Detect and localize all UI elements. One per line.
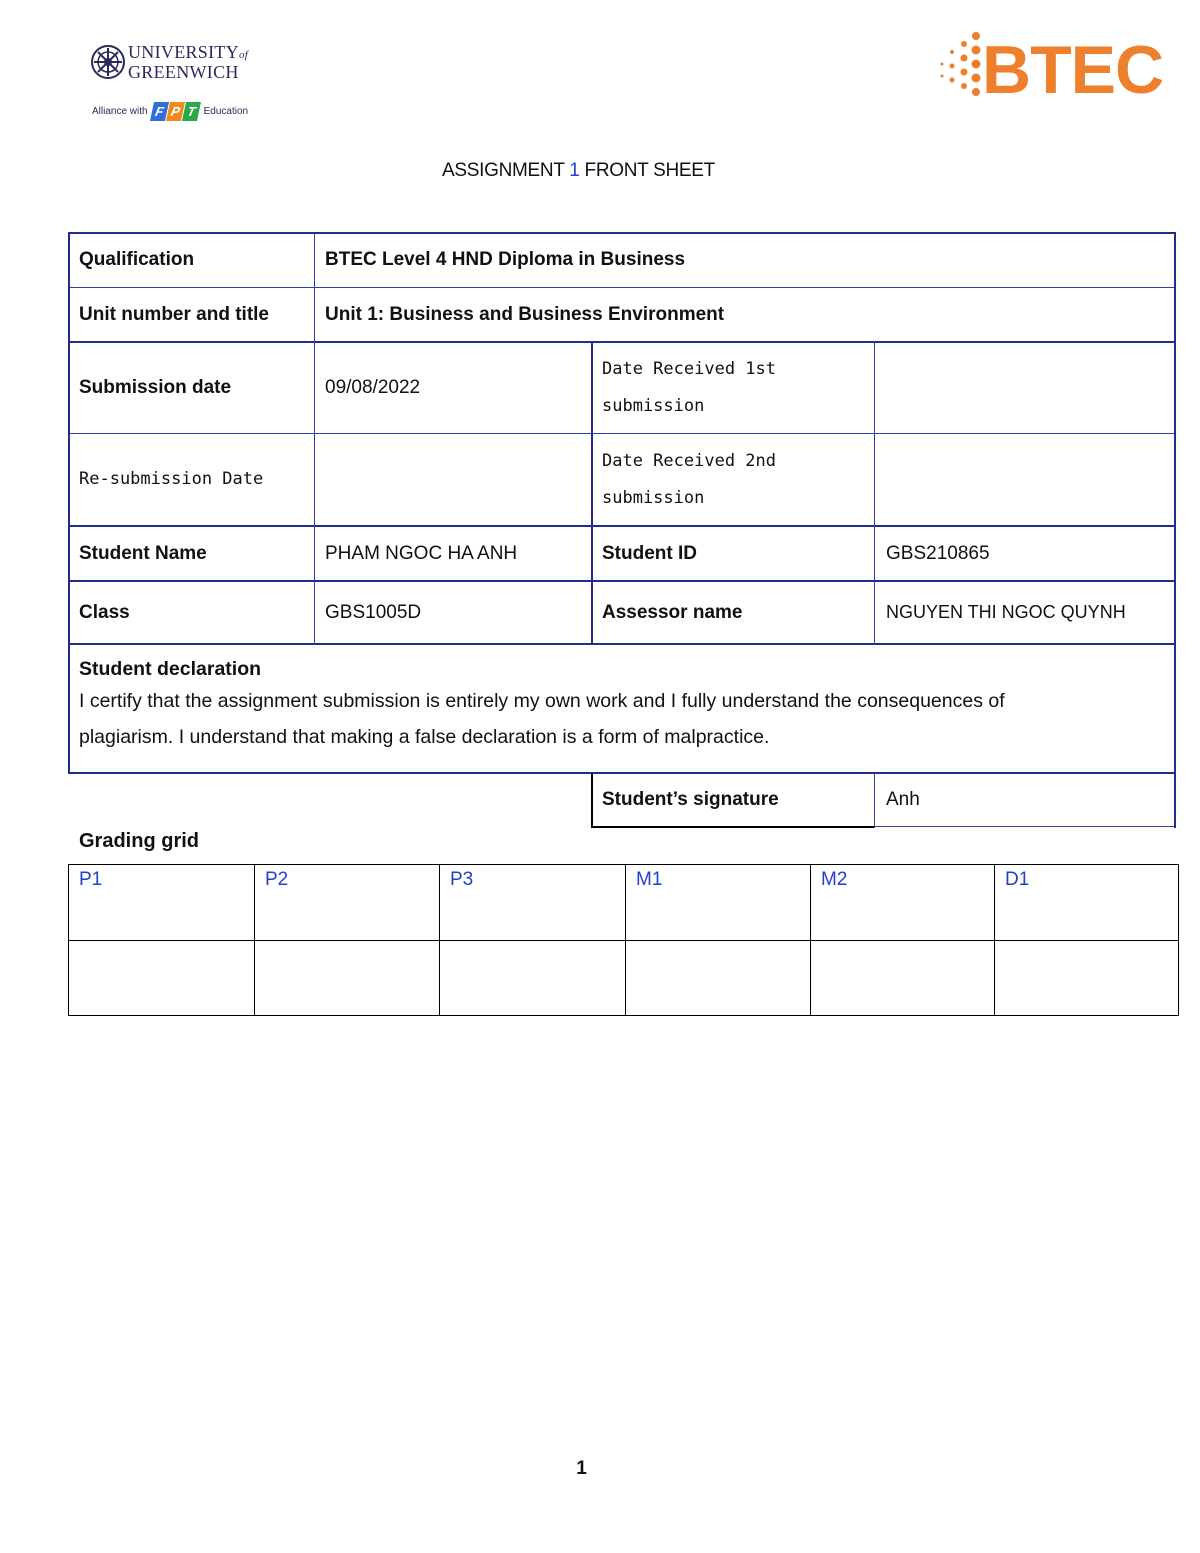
class-value: GBS1005D — [325, 601, 422, 623]
student-name-label: Student Name — [79, 542, 207, 564]
assessor-value: NGUYEN THI NGOC QUYNH — [886, 602, 1126, 622]
declaration-title: Student declaration — [79, 658, 262, 680]
table-border — [591, 826, 875, 828]
university-name-line1: UNIVERSITY — [128, 42, 239, 62]
date-received-1st-label — [593, 343, 874, 433]
signature-value: Anh — [886, 789, 920, 810]
assessor-label: Assessor name — [602, 601, 743, 623]
university-name-line2: GREENWICH — [128, 62, 239, 82]
qualification-value: BTEC Level 4 HND Diploma in Business — [325, 249, 686, 270]
university-crest-icon — [90, 44, 126, 80]
student-id-value: GBS210865 — [886, 542, 990, 564]
grade-header-p2: P2 — [265, 869, 289, 890]
declaration-line1: I certify that the assignment submission is entirely my own work and I fully understand the consequences of — [79, 690, 1005, 712]
date-received-2nd-value — [875, 434, 1174, 525]
university-name — [128, 44, 248, 81]
page-title — [0, 160, 1157, 182]
fpt-alliance — [92, 102, 248, 121]
student-id-label: Student ID — [602, 542, 697, 564]
university-of: of — [239, 49, 249, 61]
date-received-1st-label-line1: Date Received 1st — [602, 359, 776, 379]
unit-value: Unit 1: Business and Business Environment — [325, 303, 725, 325]
grid-border — [68, 940, 1179, 941]
table-border — [68, 643, 1176, 645]
grid-border — [1178, 864, 1179, 1016]
table-border — [1174, 232, 1176, 828]
education-text: Education — [203, 106, 249, 117]
table-border — [875, 826, 1176, 827]
alliance-text: Alliance with — [92, 106, 148, 117]
fpt-letter: F — [150, 102, 169, 121]
resubmission-date-value — [314, 434, 591, 525]
fpt-logo — [152, 102, 200, 121]
submission-date-label: Submission date — [79, 377, 232, 398]
date-received-1st-label-line2: submission — [602, 396, 705, 416]
grade-header-p1: P1 — [79, 869, 103, 890]
title-prefix: ASSIGNMENT — [442, 160, 570, 181]
declaration-line2: plagiarism. I understand that making a false declaration is a form of malpractice. — [79, 726, 770, 748]
grade-header-m2: M2 — [821, 869, 848, 890]
signature-label: Student’s signature — [602, 789, 779, 810]
student-declaration — [79, 655, 1169, 756]
date-received-2nd-label — [593, 434, 874, 525]
resubmission-date-label: Re-submission Date — [79, 469, 264, 489]
title-suffix: FRONT SHEET — [579, 160, 715, 181]
class-label: Class — [79, 601, 130, 623]
grade-header-m1: M1 — [636, 869, 663, 890]
btec-logo: BTEC — [982, 32, 1164, 108]
date-received-2nd-label-line1: Date Received 2nd — [602, 450, 776, 471]
student-name-value: PHAM NGOC HA ANH — [325, 542, 518, 564]
qualification-label: Qualification — [79, 249, 195, 270]
date-received-1st-value — [875, 343, 1174, 433]
grade-header-d1: D1 — [1005, 869, 1030, 890]
grid-border — [68, 1015, 1179, 1016]
page-number: 1 — [576, 1458, 587, 1479]
fpt-letter: T — [182, 102, 201, 121]
date-received-2nd-label-line2: submission — [602, 487, 705, 508]
grade-header-p3: P3 — [450, 869, 474, 890]
fpt-letter: P — [166, 102, 185, 121]
grading-grid-title: Grading grid — [79, 830, 199, 852]
title-number: 1 — [569, 160, 580, 181]
submission-date-value: 09/08/2022 — [325, 377, 421, 398]
unit-label: Unit number and title — [79, 303, 269, 325]
btec-dots-icon — [934, 30, 984, 102]
